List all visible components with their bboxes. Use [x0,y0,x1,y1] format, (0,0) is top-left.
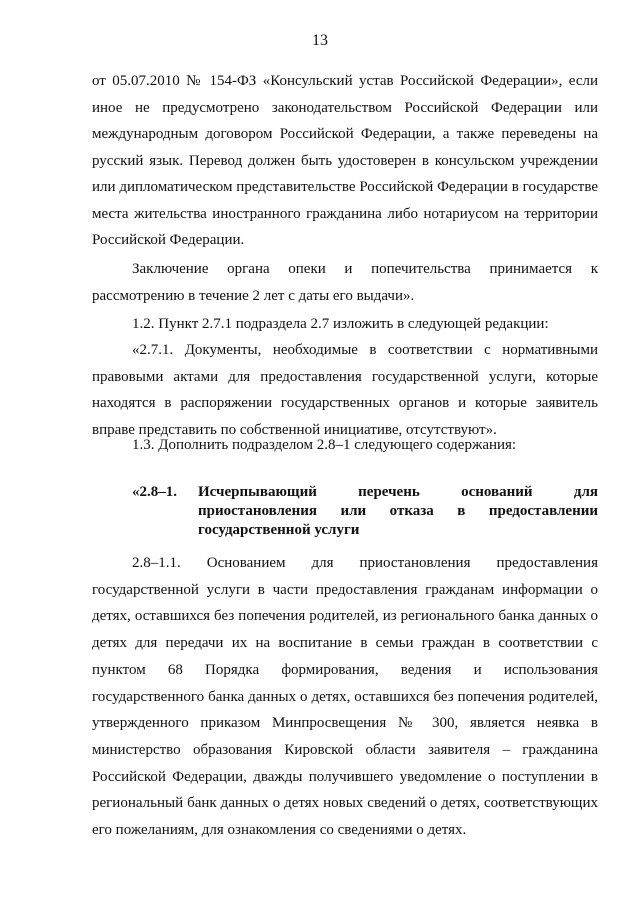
section-heading-title: Исчерпывающий перечень оснований для приостановления или отказа в предоставлении государственной услуги [198,484,598,538]
page-number: 13 [312,32,328,49]
paragraph-consular-charter: от 05.07.2010 № 154-ФЗ «Консульский устав Российской Федерации», если иное не предусмотрено законодательством Российской Федерации или международным договором Российской Федерации, а также переведены на русский язык. Перевод должен быть удостоверен в консульском учреждении или дипломатическом представительстве Российской Федерации в государстве места жительства иностранного гражданина либо нотариусом на территории Российской Федерации. [92,73,598,248]
section-heading [132,483,598,540]
paragraph-item-2-8-1-1: 2.8–1.1. Основанием для приостановления предоставления государственной услуги в части предоставления гражданам информации о детях, оставшихся без попечения родителей, из регионального банка данных о детях для передачи их на воспитание в семьи граждан в соответствии с пунктом 68 Порядка формирования, ведения и использования государственного банка данных о детях, оставшихся без попечения родителей, утвержденного приказом Минпросвещения № 300, является неявка в министерство образования Кировской области заявителя – гражданина Российской Федерации, дважды получившего уведомление о поступлении в региональный банк данных о детях новых сведений о детях, соответствующих его пожеланиям, для ознакомления со сведениями о детях. [92,555,598,839]
section-heading-number: «2.8–1. [132,484,177,500]
paragraph-item-2-7-1: «2.7.1. Документы, необходимые в соответствии с нормативными правовыми актами для предоставления государственной услуги, которые находятся в распоряжении государственных органов и которые заявитель вправе представить по собственной инициативе, отсутствуют». [92,342,598,438]
paragraph-item-1-2: 1.2. Пункт 2.7.1 подраздела 2.7 изложить в следующей редакции: [132,316,549,332]
paragraph-item-1-3: 1.3. Дополнить подразделом 2.8–1 следующего содержания: [132,437,517,453]
paragraph-guardianship-conclusion: Заключение органа опеки и попечительства принимается к рассмотрению в течение 2 лет с даты его выдачи». [92,261,598,304]
